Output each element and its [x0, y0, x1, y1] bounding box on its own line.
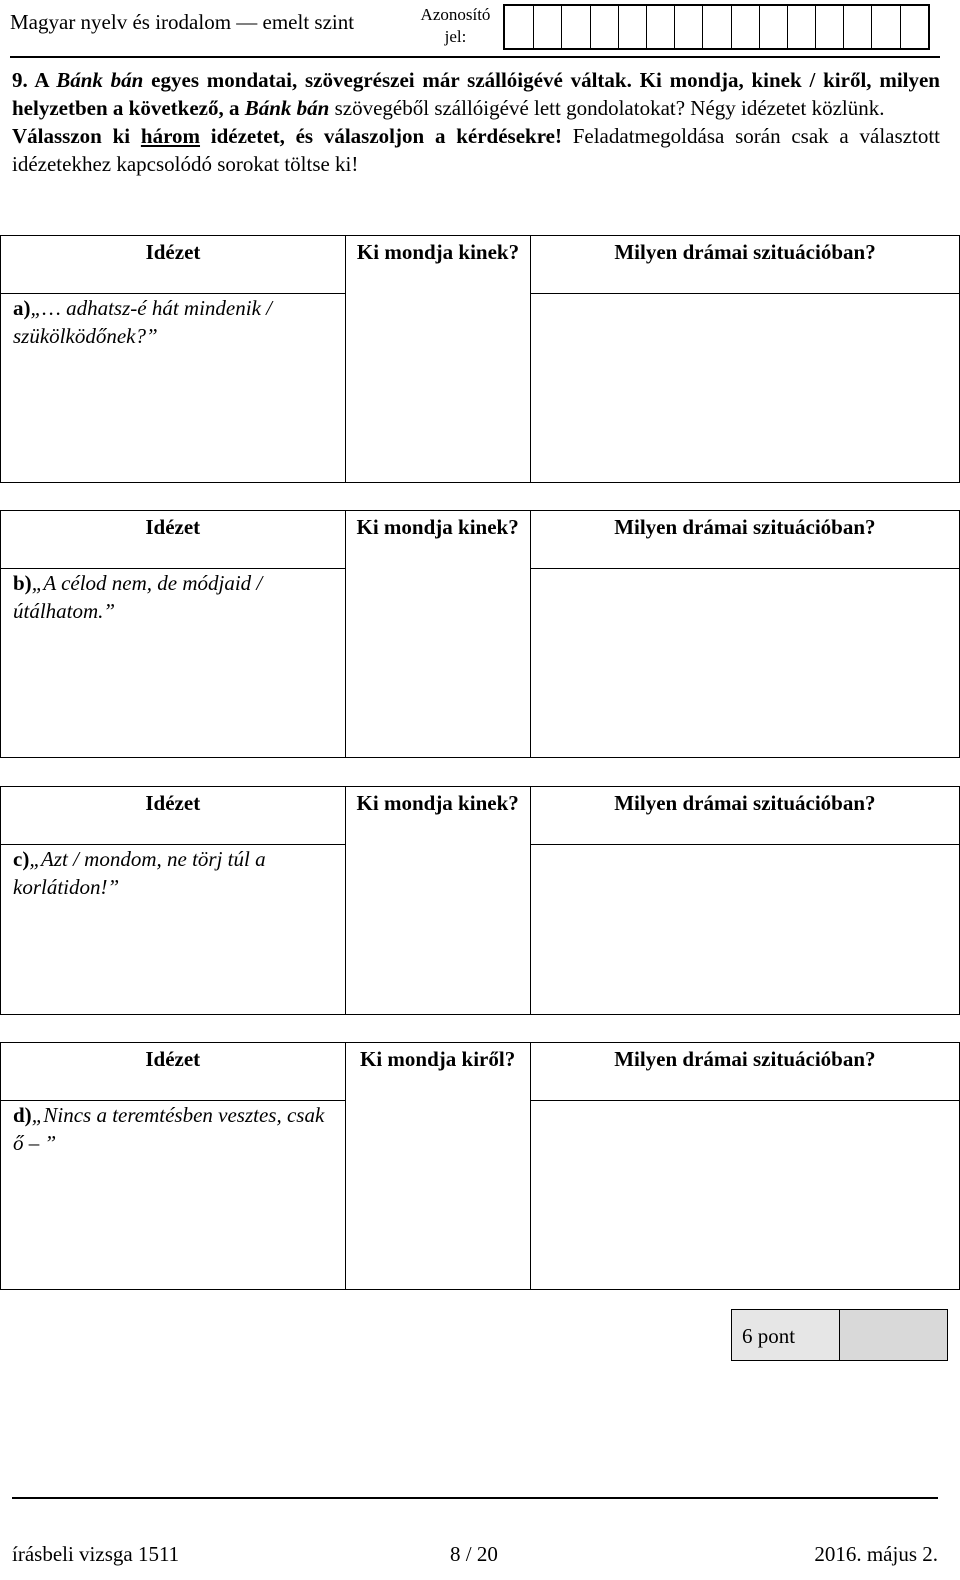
id-box[interactable] — [590, 6, 618, 48]
quote-cell-d — [1, 1101, 346, 1290]
answer-cell-who[interactable] — [345, 511, 530, 758]
id-box[interactable] — [618, 6, 646, 48]
id-label — [408, 4, 503, 48]
quote-text: „A célod nem, de módjaid / útálhatom.” — [13, 571, 263, 623]
answer-cell-who[interactable] — [345, 1043, 530, 1290]
task-instructions — [12, 66, 940, 178]
score-box — [731, 1309, 948, 1361]
task-paragraph-1 — [12, 66, 940, 122]
answer-cell-who[interactable] — [345, 787, 530, 1015]
task-text: szövegéből szállóigévé lett gondolatokat? Négy idézetet közlünk. — [329, 96, 885, 120]
header-who: Ki mondja kinek? — [356, 515, 519, 539]
task-text: 9. A — [12, 68, 57, 92]
header-situation: Milyen drámai szituációban? — [530, 1043, 959, 1101]
header-subject: Magyar nyelv és irodalom — emelt szint — [10, 10, 355, 34]
id-box[interactable] — [871, 6, 899, 48]
id-box[interactable] — [702, 6, 730, 48]
task-text: Feladatmegoldása során csak a választott idézetekhez kapcsolódó sorokat töltse ki! — [12, 124, 940, 176]
quote-cell-b — [1, 569, 346, 758]
quote-table-b — [0, 510, 960, 758]
id-box[interactable] — [646, 6, 674, 48]
footer-exam: írásbeli vizsga 1511 — [12, 1542, 180, 1566]
header-who: Ki mondja kinek? — [356, 240, 520, 264]
quote-table-a — [0, 235, 960, 483]
quote-table-c — [0, 786, 960, 1015]
task-work-title: Bánk bán — [244, 96, 330, 120]
answer-cell-situation[interactable] — [530, 845, 959, 1015]
quote-text: „Azt / mondom, ne törj túl a korlátidon!” — [13, 847, 266, 899]
quote-table-d — [0, 1042, 960, 1290]
quote-letter: a) — [13, 296, 31, 320]
id-box[interactable] — [533, 6, 561, 48]
header-who: Ki mondja kinek? — [356, 791, 519, 815]
id-box[interactable] — [843, 6, 871, 48]
id-label-line2: jel: — [444, 27, 467, 46]
task-text: Válasszon ki — [12, 124, 141, 148]
answer-cell-situation[interactable] — [530, 1101, 959, 1290]
id-box[interactable] — [505, 6, 533, 48]
header-quote: Idézet — [1, 1043, 346, 1101]
header-quote: Idézet — [1, 511, 346, 569]
task-text: egyes mondatai, szövegrészei már szállóigévé váltak. Ki mondja, kinek / kiről, milyen helyzetben a következő, a — [12, 68, 940, 120]
header-who: Ki mondja kiről? — [360, 1047, 516, 1071]
id-box[interactable] — [731, 6, 759, 48]
header-situation: Milyen drámai szituációban? — [531, 236, 960, 294]
quote-cell-a — [1, 294, 346, 483]
footer-divider — [12, 1497, 938, 1499]
task-emphasis: három — [140, 124, 201, 148]
id-box[interactable] — [900, 6, 928, 48]
id-box[interactable] — [815, 6, 843, 48]
header-quote: Idézet — [1, 236, 346, 294]
footer-page-number: 8 / 20 — [450, 1542, 498, 1566]
answer-cell-situation[interactable] — [530, 569, 959, 758]
quote-letter: d) — [13, 1103, 32, 1127]
id-boxes — [503, 4, 930, 50]
task-text: idézetet, és válaszoljon a kérdésekre! — [200, 124, 562, 148]
header-situation: Milyen drámai szituációban? — [530, 511, 959, 569]
answer-cell-situation[interactable] — [531, 294, 960, 483]
quote-text: „… adhatsz-é hát mindenik / szükölködőnek?” — [13, 296, 272, 348]
score-entry[interactable] — [840, 1310, 947, 1360]
quote-text: „Nincs a teremtésben vesztes, csak ő – ” — [13, 1103, 325, 1155]
quote-letter: c) — [13, 847, 30, 871]
answer-cell-who[interactable] — [345, 236, 530, 483]
id-box[interactable] — [787, 6, 815, 48]
footer-date: 2016. május 2. — [814, 1542, 938, 1566]
score-label: 6 pont — [732, 1310, 840, 1360]
id-box[interactable] — [561, 6, 589, 48]
quote-letter: b) — [13, 571, 32, 595]
quote-cell-c — [1, 845, 346, 1015]
header-divider — [10, 56, 940, 58]
task-paragraph-2 — [12, 122, 940, 178]
id-label-line1: Azonosító — [420, 5, 491, 24]
task-work-title: Bánk bán — [56, 68, 144, 92]
header-quote: Idézet — [1, 787, 346, 845]
header-situation: Milyen drámai szituációban? — [530, 787, 959, 845]
id-box[interactable] — [674, 6, 702, 48]
id-box[interactable] — [759, 6, 787, 48]
